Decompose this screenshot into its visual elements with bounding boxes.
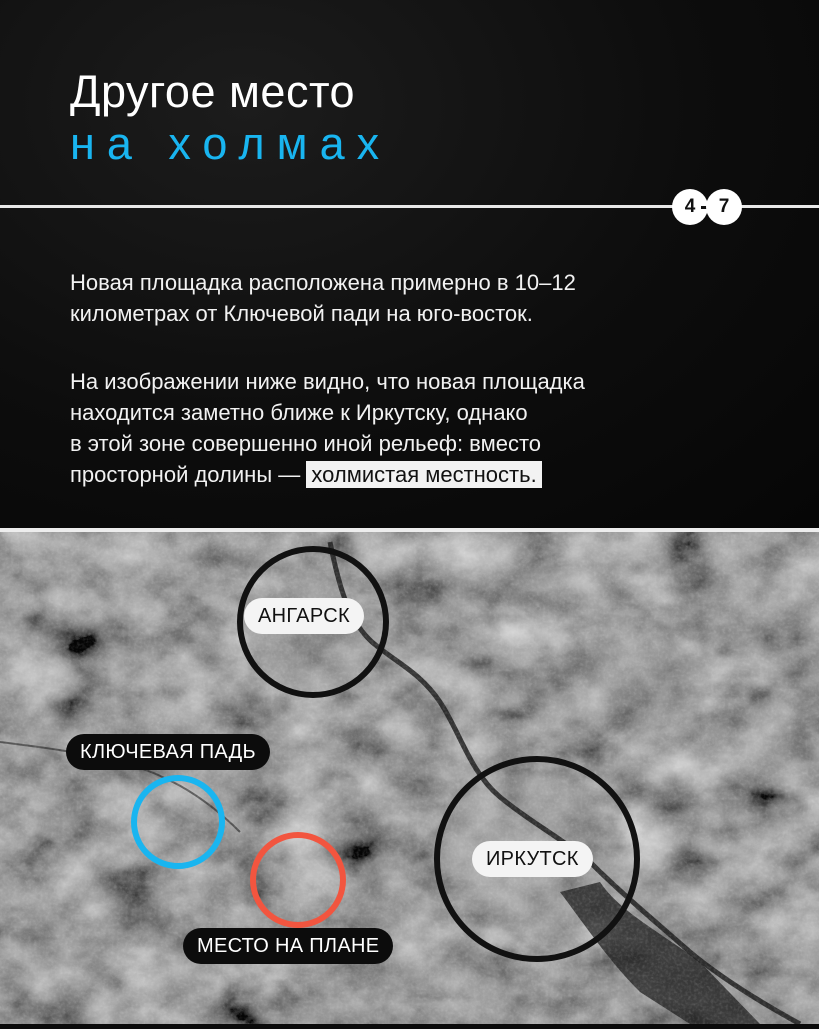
label-klyuchevaya: КЛЮЧЕВАЯ ПАДЬ: [66, 734, 270, 770]
page-current: 4: [672, 189, 708, 225]
paragraph-1-line-1: Новая площадка расположена примерно в 10–12: [70, 270, 576, 295]
page-title: Другое место: [70, 66, 356, 117]
paragraph-1: [70, 267, 750, 329]
page-badge: [668, 189, 746, 225]
highlight-text: холмистая местность.: [306, 461, 541, 488]
paragraph-2-line-2: находится заметно ближе к Иркутску, однако: [70, 400, 528, 425]
page-total: 7: [706, 189, 742, 225]
noise-overlay: [0, 532, 819, 1024]
page-subtitle: на холмах: [70, 118, 392, 169]
satellite-map: [0, 532, 819, 1024]
satellite-image: [0, 532, 819, 1024]
paragraph-2-line-1: На изображении ниже видно, что новая площадка: [70, 369, 585, 394]
label-angarsk: АНГАРСК: [244, 598, 364, 634]
paragraph-1-line-2: километрах от Ключевой пади на юго-восток.: [70, 301, 533, 326]
paragraph-2-line-3: в этой зоне совершенно иной рельеф: вместо: [70, 431, 542, 456]
paragraph-2: [70, 366, 750, 490]
label-irkutsk: ИРКУТСК: [472, 841, 593, 877]
paragraph-2-line-4: просторной долины —: [70, 462, 307, 487]
label-mesto: МЕСТО НА ПЛАНЕ: [183, 928, 393, 964]
